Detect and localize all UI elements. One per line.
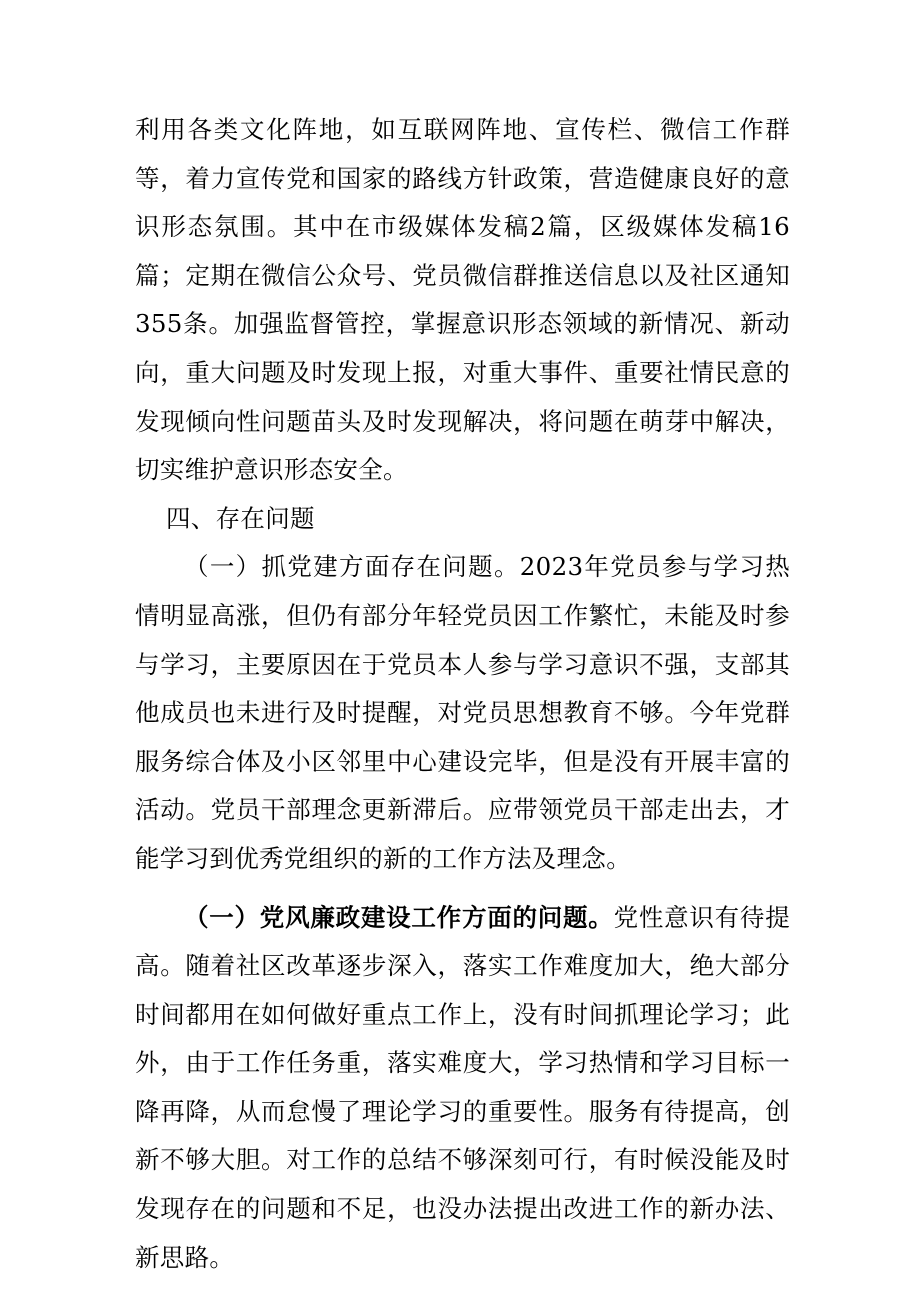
paragraph-body-text: 党性意识有待提高。随着社区改革逐步深入，落实工作难度加大，绝大部分时间都用在如何做好重点工作上，没有时间抓理论学习；此外，由于工作任务重，落实难度大，学习热情和学习目标一降再降，从而怠慢了理论学习的重要性。服务有待提高，创新不够大胆。对工作的总结不够深刻可行，有时候没能及时发现存在的问题和不足，也没办法提出改进工作的新办法、新思路。 xyxy=(135,902,790,1272)
paragraph-party-building-issues: （一）抓党建方面存在问题。2023年党员参与学习热情明显高涨，但仍有部分年轻党员因工作繁忙，未能及时参与学习，主要原因在于党员本人参与学习意识不强，支部其他成员也未进行及时提醒，对党员思想教育不够。今年党群服务综合体及小区邻里中心建设完毕，但是没有开展丰富的活动。党员干部理念更新滞后。应带领党员干部走出去，才能学习到优秀党组织的新的工作方法及理念。 xyxy=(135,552,790,873)
paragraph-bold-title: （一）党风廉政建设工作方面的问题。 xyxy=(184,902,614,932)
document-page xyxy=(135,106,790,1282)
paragraph-ideology-work: 利用各类文化阵地，如互联网阵地、宣传栏、微信工作群等，着力宣传党和国家的路线方针政策，营造健康良好的意识形态氛围。其中在市级媒体发稿2篇，区级媒体发稿16篇；定期在微信公众号、党员微信群推送信息以及社区通知355条。加强监督管控，掌握意识形态领域的新情况、新动向，重大问题及时发现上报，对重大事件、重要社情民意的发现倾向性问题苗头及时发现解决，将问题在萌芽中解决，切实维护意识形态安全。 xyxy=(135,115,790,485)
paragraph-clean-governance-issues xyxy=(135,894,790,1283)
section-heading: 四、存在问题 xyxy=(166,503,315,533)
